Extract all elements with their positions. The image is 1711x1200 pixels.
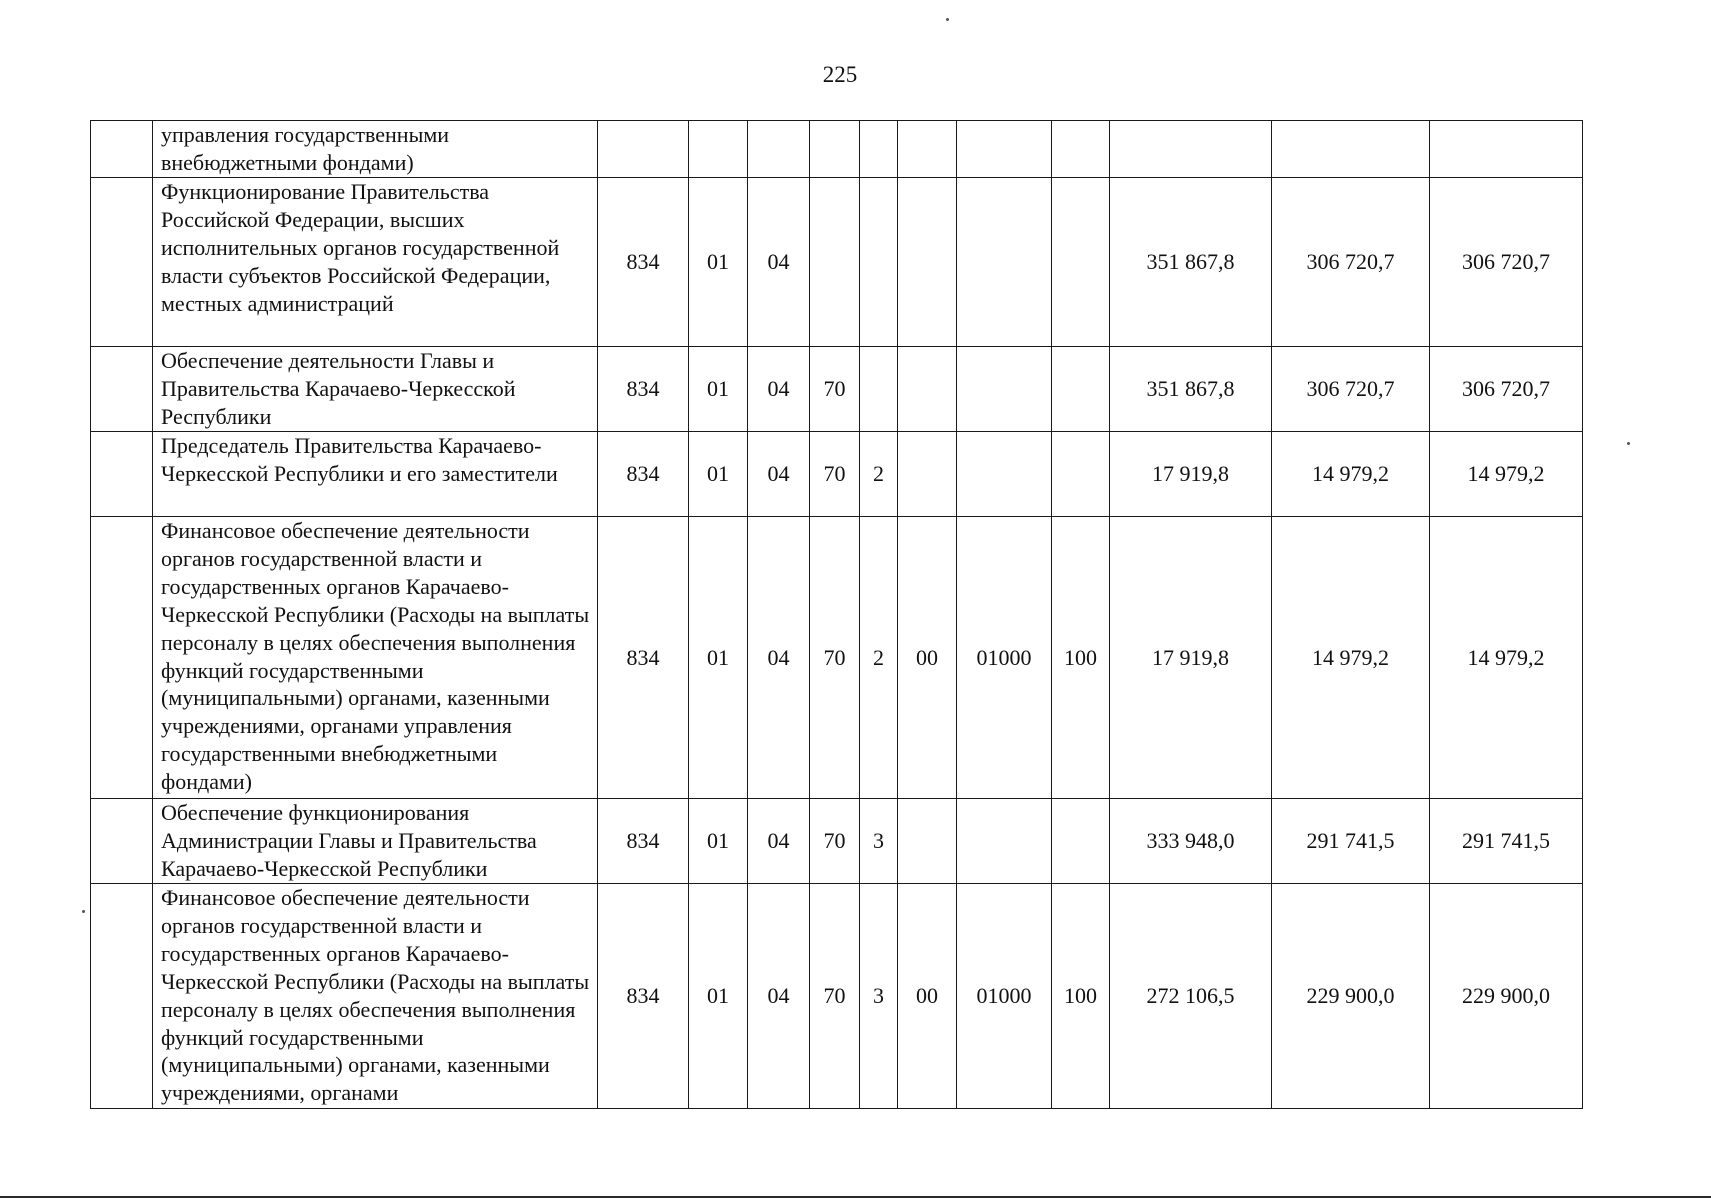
subsection-code-cell: 04 [748, 799, 810, 884]
target-code-part1-cell [810, 121, 860, 178]
amount-year3-cell: 306 720,7 [1430, 347, 1583, 432]
subsection-code-cell [748, 121, 810, 178]
target-code-part1-cell: 70 [810, 884, 860, 1109]
target-code-part4-cell [957, 347, 1052, 432]
target-code-part2-cell: 3 [860, 884, 898, 1109]
amount-year1-cell [1110, 121, 1272, 178]
scan-speck [82, 910, 85, 913]
expense-type-cell: 100 [1052, 517, 1110, 799]
target-code-part2-cell [860, 121, 898, 178]
target-code-part4-cell [957, 799, 1052, 884]
amount-year1-cell: 17 919,8 [1110, 432, 1272, 517]
budget-table [90, 120, 1583, 1109]
row-number-cell [91, 121, 153, 178]
ved-code-cell [598, 121, 689, 178]
ved-code-cell: 834 [598, 884, 689, 1109]
item-name-cell: Финансовое обеспечение деятельности органов государственной власти и государственных органов Карачаево-Черкесской Республики (Расходы на выплаты персоналу в целях обеспечения выполнения функций государственными (муниципальными) органами, казенными учреждениями, органами управления государственными внебюджетными фондами) [153, 517, 598, 799]
target-code-part3-cell [898, 799, 957, 884]
ved-code-cell: 834 [598, 432, 689, 517]
table-row [91, 432, 1583, 517]
target-code-part1-cell: 70 [810, 799, 860, 884]
item-name-cell: Председатель Правительства Карачаево-Черкесской Республики и его заместители [153, 432, 598, 517]
section-code-cell: 01 [689, 432, 748, 517]
target-code-part3-cell: 00 [898, 517, 957, 799]
target-code-part4-cell: 01000 [957, 884, 1052, 1109]
table-row [91, 121, 1583, 178]
row-number-cell [91, 517, 153, 799]
expense-type-cell [1052, 178, 1110, 347]
row-number-cell [91, 347, 153, 432]
target-code-part3-cell [898, 347, 957, 432]
amount-year2-cell: 229 900,0 [1272, 884, 1430, 1109]
subsection-code-cell: 04 [748, 178, 810, 347]
section-code-cell [689, 121, 748, 178]
ved-code-cell: 834 [598, 347, 689, 432]
target-code-part4-cell: 01000 [957, 517, 1052, 799]
amount-year3-cell: 14 979,2 [1430, 517, 1583, 799]
amount-year1-cell: 272 106,5 [1110, 884, 1272, 1109]
table-row [91, 517, 1583, 799]
target-code-part2-cell: 3 [860, 799, 898, 884]
target-code-part3-cell [898, 432, 957, 517]
table-row [91, 347, 1583, 432]
scan-speck [946, 18, 949, 21]
section-code-cell: 01 [689, 799, 748, 884]
item-name-cell: управления государственными внебюджетными фондами) [153, 121, 598, 178]
row-number-cell [91, 799, 153, 884]
target-code-part4-cell [957, 432, 1052, 517]
amount-year2-cell: 306 720,7 [1272, 347, 1430, 432]
expense-type-cell [1052, 799, 1110, 884]
target-code-part3-cell [898, 121, 957, 178]
amount-year1-cell: 351 867,8 [1110, 178, 1272, 347]
expense-type-cell [1052, 432, 1110, 517]
expense-type-cell: 100 [1052, 884, 1110, 1109]
target-code-part3-cell: 00 [898, 884, 957, 1109]
amount-year3-cell [1430, 121, 1583, 178]
scan-bottom-edge [0, 1196, 1711, 1198]
row-number-cell [91, 178, 153, 347]
amount-year2-cell: 306 720,7 [1272, 178, 1430, 347]
section-code-cell: 01 [689, 178, 748, 347]
subsection-code-cell: 04 [748, 347, 810, 432]
target-code-part1-cell [810, 178, 860, 347]
target-code-part3-cell [898, 178, 957, 347]
item-name-cell: Финансовое обеспечение деятельности органов государственной власти и государственных органов Карачаево-Черкесской Республики (Расходы на выплаты персоналу в целях обеспечения выполнения функций государственными (муниципальными) органами, казенными учреждениями, органами [153, 884, 598, 1109]
target-code-part2-cell [860, 178, 898, 347]
ved-code-cell: 834 [598, 517, 689, 799]
item-name-cell: Обеспечение деятельности Главы и Правительства Карачаево-Черкесской Республики [153, 347, 598, 432]
expense-type-cell [1052, 347, 1110, 432]
target-code-part1-cell: 70 [810, 432, 860, 517]
ved-code-cell: 834 [598, 799, 689, 884]
amount-year2-cell: 291 741,5 [1272, 799, 1430, 884]
amount-year3-cell: 229 900,0 [1430, 884, 1583, 1109]
amount-year2-cell: 14 979,2 [1272, 517, 1430, 799]
amount-year1-cell: 17 919,8 [1110, 517, 1272, 799]
table-row [91, 799, 1583, 884]
subsection-code-cell: 04 [748, 884, 810, 1109]
section-code-cell: 01 [689, 884, 748, 1109]
item-name-cell: Обеспечение функционирования Администрации Главы и Правительства Карачаево-Черкесской Республики [153, 799, 598, 884]
target-code-part4-cell [957, 121, 1052, 178]
table-row [91, 884, 1583, 1109]
target-code-part2-cell: 2 [860, 432, 898, 517]
amount-year3-cell: 14 979,2 [1430, 432, 1583, 517]
target-code-part4-cell [957, 178, 1052, 347]
expense-type-cell [1052, 121, 1110, 178]
amount-year2-cell: 14 979,2 [1272, 432, 1430, 517]
amount-year3-cell: 306 720,7 [1430, 178, 1583, 347]
subsection-code-cell: 04 [748, 432, 810, 517]
table-row [91, 178, 1583, 347]
item-name-cell: Функционирование Правительства Российской Федерации, высших исполнительных органов государственной власти субъектов Российской Федерации, местных администраций [153, 178, 598, 347]
row-number-cell [91, 432, 153, 517]
target-code-part2-cell: 2 [860, 517, 898, 799]
section-code-cell: 01 [689, 517, 748, 799]
subsection-code-cell: 04 [748, 517, 810, 799]
section-code-cell: 01 [689, 347, 748, 432]
target-code-part1-cell: 70 [810, 517, 860, 799]
ved-code-cell: 834 [598, 178, 689, 347]
amount-year2-cell [1272, 121, 1430, 178]
target-code-part1-cell: 70 [810, 347, 860, 432]
amount-year1-cell: 333 948,0 [1110, 799, 1272, 884]
target-code-part2-cell [860, 347, 898, 432]
amount-year1-cell: 351 867,8 [1110, 347, 1272, 432]
row-number-cell [91, 884, 153, 1109]
page-number: 225 [822, 62, 858, 87]
amount-year3-cell: 291 741,5 [1430, 799, 1583, 884]
scan-speck [1627, 442, 1630, 445]
